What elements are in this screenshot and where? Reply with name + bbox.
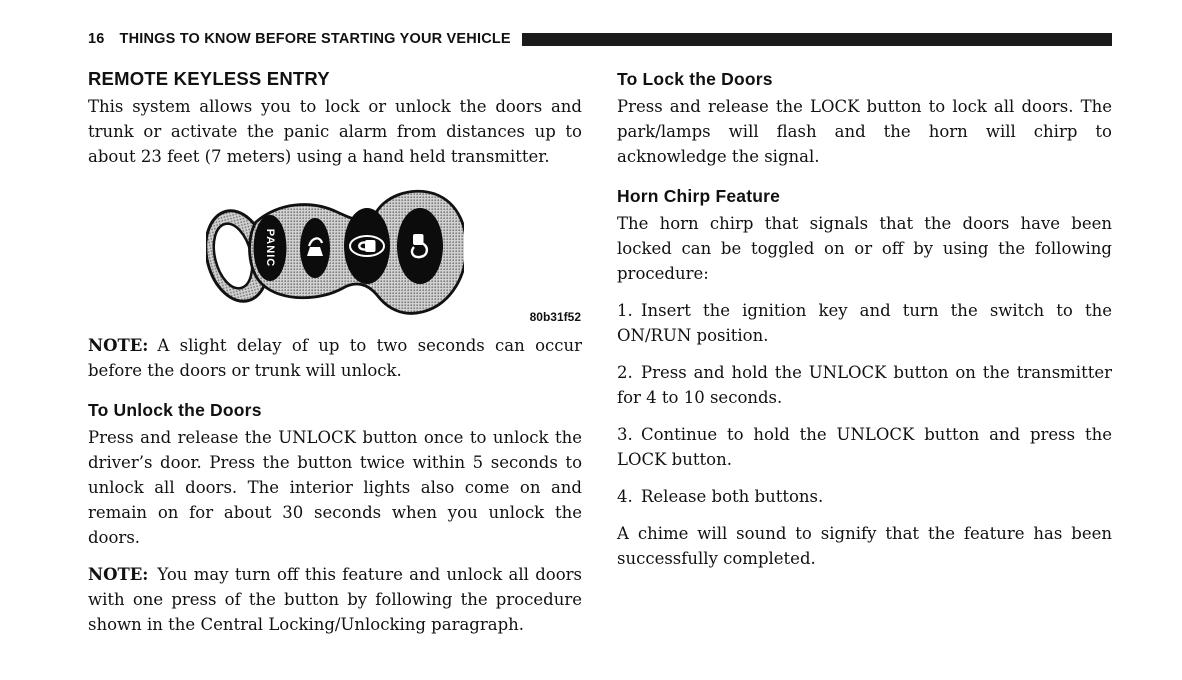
panic-button-icon <box>254 215 287 281</box>
note-text: You may turn off this feature and unlock all doors with one press of the button by following the procedure shown in the Central Locking/Unlocking paragraph. <box>88 565 582 634</box>
paragraph-chime-confirmation: A chime will sound to signify that the feature has been successfully completed. <box>617 524 1112 568</box>
step-item-4: 4. Release both buttons. <box>617 487 824 506</box>
paragraph-horn-chirp-intro: The horn chirp that signals that the doors have been locked can be toggled on or off by using the following procedure: <box>617 214 1112 283</box>
page-number: 16 <box>88 31 105 47</box>
note-unlock-delay <box>88 333 582 383</box>
paragraph-unlock-doors: Press and release the UNLOCK button once to unlock the driver’s door. Press the button twice within 5 seconds to unlock all doors. The interior lights also come on and remain on for about 30 seconds when you unlock the doors. <box>88 428 582 547</box>
page-header <box>88 31 1112 47</box>
step-item-1: 1. Insert the ignition key and turn the switch to the ON/RUN position. <box>617 301 1112 345</box>
lock-button-icon <box>344 208 390 284</box>
right-column <box>617 68 1112 649</box>
transmitter-figure <box>88 184 582 324</box>
step-item-3: 3. Continue to hold the UNLOCK button and press the LOCK button. <box>617 425 1112 469</box>
section-heading-horn-chirp-feature: Horn Chirp Feature <box>617 186 781 206</box>
unlock-button-icon <box>397 208 443 284</box>
section-heading-to-lock-the-doors: To Lock the Doors <box>617 69 773 89</box>
paragraph-rke-intro: This system allows you to lock or unlock the doors and trunk or activate the panic alarm from distances up to about 23 feet (7 meters) using a hand held transmitter. <box>88 97 582 166</box>
note-central-locking <box>88 562 582 637</box>
key-fob-transmitter-illustration <box>206 184 464 322</box>
paragraph-lock-doors: Press and release the LOCK button to lock all doors. The park/lamps will flash and the horn will chirp to acknowledge the signal. <box>617 97 1112 166</box>
note-label: NOTE: <box>88 565 149 584</box>
svg-text:PANIC: PANIC <box>264 228 277 268</box>
figure-code-label: 80b31f52 <box>529 310 581 324</box>
section-heading-to-unlock-the-doors: To Unlock the Doors <box>88 400 262 420</box>
left-column <box>88 68 582 649</box>
note-text: A slight delay of up to two seconds can occur before the doors or trunk will unlock. <box>88 336 582 380</box>
note-label: NOTE: <box>88 336 149 355</box>
step-item-2: 2. Press and hold the UNLOCK button on the transmitter for 4 to 10 seconds. <box>617 363 1112 407</box>
header-rule-bar <box>522 33 1112 46</box>
section-heading-remote-keyless-entry: REMOTE KEYLESS ENTRY <box>88 68 330 89</box>
header-title: THINGS TO KNOW BEFORE STARTING YOUR VEHICLE <box>119 31 511 47</box>
two-column-layout <box>88 68 1112 649</box>
trunk-release-button-icon <box>300 218 330 278</box>
